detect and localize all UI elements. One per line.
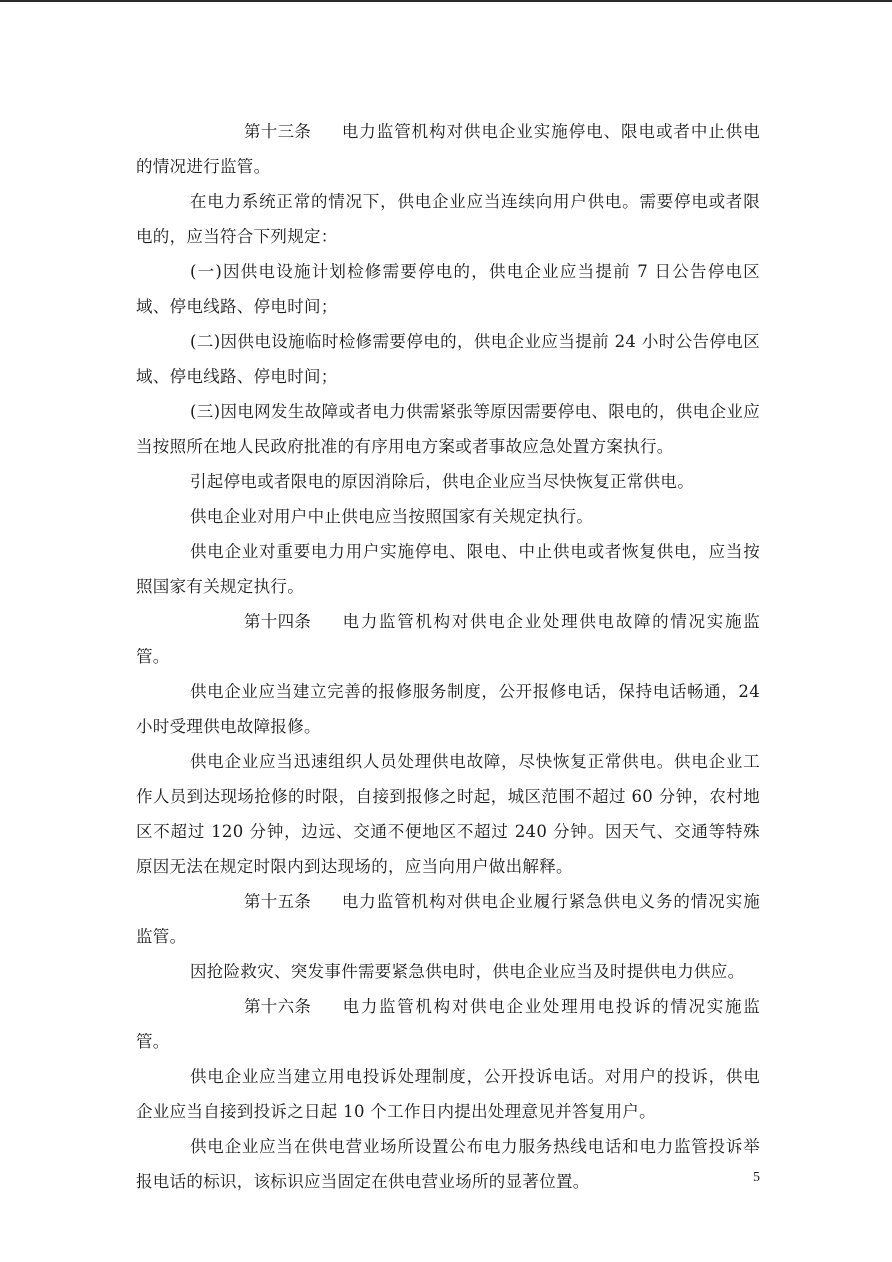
article-13-heading-text: 电力监管机构对供电企业实施停电、限电或者中止供电的情况进行监管。 xyxy=(136,122,760,176)
article-13-item-2: (二)因供电设施临时检修需要停电的，供电企业应当提前 24 小时公告停电区域、停电线路、停电时间； xyxy=(136,332,760,386)
article-13-paragraph-4: 供电企业对重要电力用户实施停电、限电、中止供电或者恢复供电，应当按照国家有关规定执行。 xyxy=(136,542,760,596)
article-13-item-3: (三)因电网发生故障或者电力供需紧张等原因需要停电、限电的，供电企业应当按照所在地人民政府批准的有序用电方案或者事故应急处置方案执行。 xyxy=(136,402,760,456)
article-13-paragraph-1: 在电力系统正常的情况下，供电企业应当连续向用户供电。需要停电或者限电的，应当符合下列规定： xyxy=(136,192,760,246)
article-15-paragraph-1: 因抢险救灾、突发事件需要紧急供电时，供电企业应当及时提供电力供应。 xyxy=(190,962,745,981)
article-13-paragraph-3: 供电企业对用户中止供电应当按照国家有关规定执行。 xyxy=(190,507,594,526)
article-14-heading xyxy=(136,604,760,674)
article-15-heading-text: 电力监管机构对供电企业履行紧急供电义务的情况实施监管。 xyxy=(136,892,760,946)
page-number: 5 xyxy=(753,1170,760,1185)
article-16-heading xyxy=(136,989,760,1059)
article-14-heading-text: 电力监管机构对供电企业处理供电故障的情况实施监管。 xyxy=(136,612,760,666)
document-body xyxy=(136,114,760,1199)
article-13-heading xyxy=(136,114,760,184)
article-15-heading xyxy=(136,884,760,954)
article-16-paragraph-1: 供电企业应当建立用电投诉处理制度，公开投诉电话。对用户的投诉，供电企业应当自接到投诉之日起 10 个工作日内提出处理意见并答复用户。 xyxy=(136,1067,760,1121)
article-15-number: 第十五条 xyxy=(244,892,312,911)
article-16-paragraph-2: 供电企业应当在供电营业场所设置公布电力服务热线电话和电力监管投诉举报电话的标识，该标识应当固定在供电营业场所的显著位置。 xyxy=(136,1137,760,1191)
article-13-number: 第十三条 xyxy=(244,122,312,141)
article-14-number: 第十四条 xyxy=(244,612,312,631)
article-16-heading-text: 电力监管机构对供电企业处理用电投诉的情况实施监管。 xyxy=(136,997,760,1051)
article-16-number: 第十六条 xyxy=(244,997,312,1016)
article-13-item-1: (一)因供电设施计划检修需要停电的，供电企业应当提前 7 日公告停电区域、停电线路、停电时间； xyxy=(136,262,760,316)
page-top-border xyxy=(0,0,892,2)
article-14-paragraph-1: 供电企业应当建立完善的报修服务制度，公开报修电话，保持电话畅通，24 小时受理供电故障报修。 xyxy=(136,682,760,736)
article-13-paragraph-2: 引起停电或者限电的原因消除后，供电企业应当尽快恢复正常供电。 xyxy=(190,472,694,491)
article-14-paragraph-2: 供电企业应当迅速组织人员处理供电故障，尽快恢复正常供电。供电企业工作人员到达现场抢修的时限，自接到报修之时起，城区范围不超过 60 分钟，农村地区不超过 120 分钟，边远、交通不便地区不超过 240 分钟。因天气、交通等特殊原因无法在规定时限内到达现场的，应当向用户做出解释。 xyxy=(136,752,760,876)
